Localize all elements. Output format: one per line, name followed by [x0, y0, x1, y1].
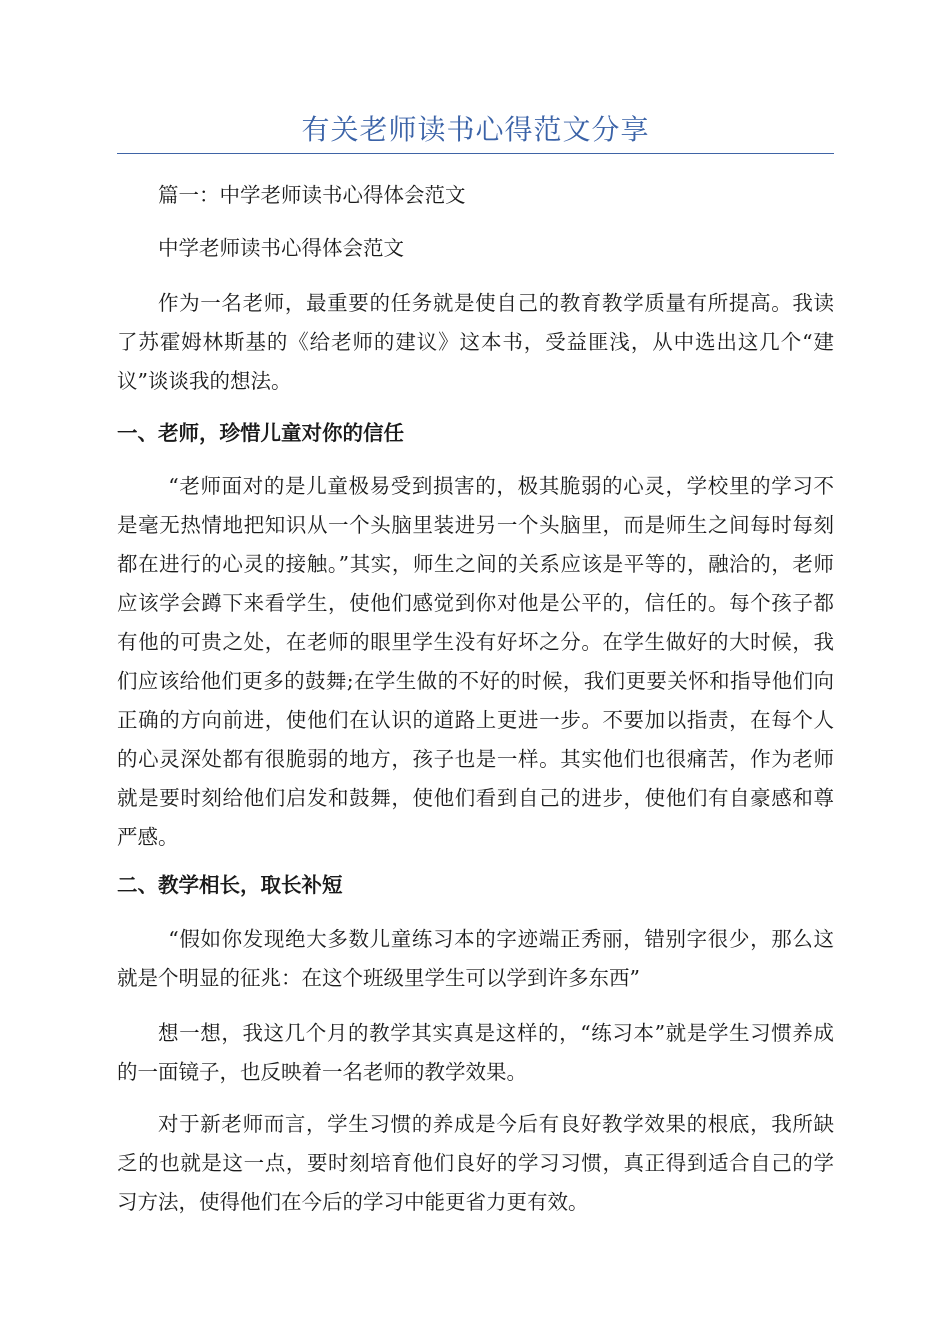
section1-body: “老师面对的是儿童极易受到损害的，极其脆弱的心灵，学校里的学习不是毫无热情地把知识从一个头脑里装进另一个头脑里，而是师生之间每时每刻都在进行的心灵的接触。”其实，师生之间的关系应该是平等的，融洽的，老师应该学会蹲下来看学生，使他们感觉到你对他是公平的，信任的。每个孩子都有他的可贵之处，在老师的眼里学生没有好坏之分。在学生做好的大时候，我们应该给他们更多的鼓舞;在学生做的不好的时候，我们更要关怀和指导他们向正确的方向前进，使他们在认识的道路上更进一步。不要加以指责，在每个人的心灵深处都有很脆弱的地方，孩子也是一样。其实他们也很痛苦，作为老师就是要时刻给他们启发和鼓舞，使他们看到自己的进步，使他们有自豪感和尊严感。 [117, 474, 834, 849]
section2-paragraph-2: 想一想，我这几个月的教学其实真是这样的，“练习本”就是学生习惯养成的一面镜子，也反映着一名老师的教学效果。 [117, 1021, 834, 1084]
title-underline [117, 153, 834, 154]
document-title: 有关老师读书心得范文分享 [301, 113, 650, 146]
part-heading: 篇一：中学老师读书心得体会范文 [158, 183, 466, 207]
section2-quote: “假如你发现绝大多数儿童练习本的字迹端正秀丽，错别字很少，那么这就是个明显的征兆：在这个班级里学生可以学到许多东西” [117, 927, 834, 990]
subtitle: 中学老师读书心得体会范文 [158, 236, 404, 260]
section2-heading: 二、教学相长，取长补短 [117, 873, 343, 897]
section1-heading: 一、老师，珍惜儿童对你的信任 [117, 421, 404, 445]
section2-paragraph-3: 对于新老师而言，学生习惯的养成是今后有良好教学效果的根底，我所缺乏的也就是这一点，要时刻培育他们良好的学习习惯，真正得到适合自己的学习方法，使得他们在今后的学习中能更省力更有效。 [117, 1112, 834, 1214]
intro-paragraph: 作为一名老师，最重要的任务就是使自己的教育教学质量有所提高。我读了苏霍姆林斯基的《给老师的建议》这本书，受益匪浅，从中选出这几个“建议”谈谈我的想法。 [117, 291, 834, 393]
